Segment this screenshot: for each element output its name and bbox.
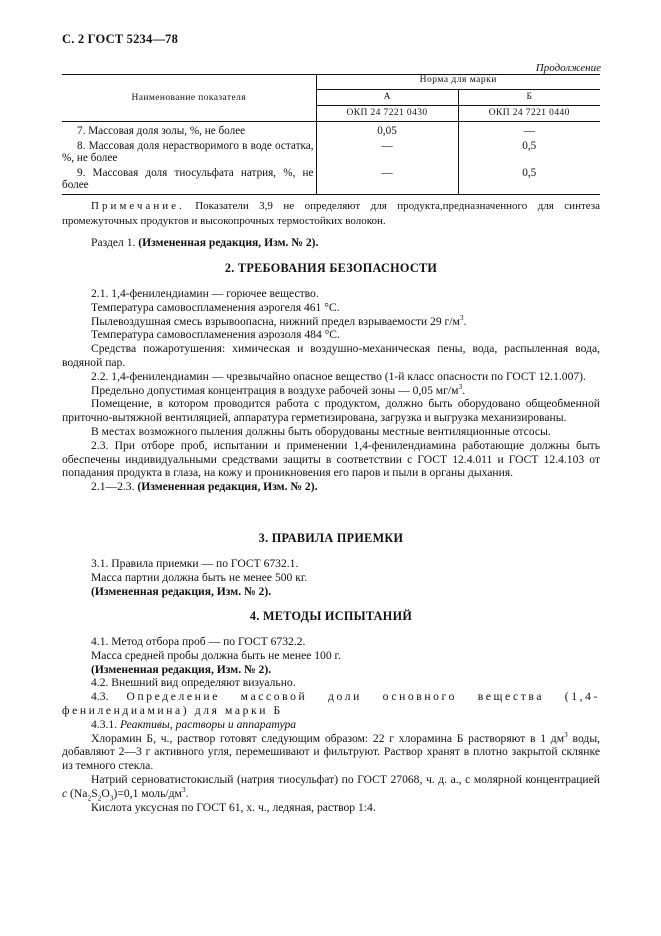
section1-text: Раздел 1. bbox=[91, 236, 136, 249]
table-row bbox=[62, 140, 600, 167]
paragraph: Масса средней пробы должна быть не менее 100 г. bbox=[91, 648, 341, 662]
row-value-a: — bbox=[316, 140, 458, 167]
paragraph: Предельно допустимая концентрация в воздухе рабочей зоны — 0,05 $мг/м^3$. bbox=[91, 381, 466, 397]
note-label: Примечание. bbox=[91, 200, 185, 212]
table-row bbox=[62, 167, 600, 195]
col-header-mark-b: Б bbox=[458, 90, 600, 106]
paragraph: 2.1—2.3. (Измененная редакция, Изм. № 2). bbox=[91, 480, 318, 494]
paragraph: Масса партии должна быть не менее 500 кг. bbox=[91, 570, 308, 584]
section4-title: 4. МЕТОДЫ ИСПЫТАНИЙ bbox=[249, 609, 413, 623]
paragraph: (Измененная редакция, Изм. № 2). bbox=[91, 584, 272, 598]
section2-title: 2. ТРЕБОВАНИЯ БЕЗОПАСНОСТИ bbox=[224, 261, 438, 275]
paragraph: Помещение, в котором проводится работа с продуктом, должно быть оборудовано общеобменной приточно-вытяжной вентиляцией, аппаратура герметизирована, загрузка и выгрузка механизированы. bbox=[62, 397, 600, 425]
paragraph: 3.1. Правила приемки — по ГОСТ 6732.1. bbox=[91, 557, 299, 570]
table-note bbox=[62, 199, 600, 228]
paragraph: Температура самовоспламенения аэрозоля 484 °С. bbox=[91, 328, 340, 342]
section3-title: 3. ПРАВИЛА ПРИЕМКИ bbox=[258, 531, 404, 545]
col-header-mark-a: А bbox=[316, 90, 458, 106]
row-value-b: 0,5 bbox=[522, 167, 537, 179]
col-header-name: Наименование показателя bbox=[62, 75, 316, 122]
note-text: Показатели 3,9 не определяют для продукта,предназначенного для синтеза промежуточных продуктов и высокопрочных термостойких волокон. bbox=[62, 200, 601, 227]
paragraph: 4.2. Внешний вид определяют визуально. bbox=[91, 676, 296, 690]
paragraph: 4.1. Метод отбора проб — по ГОСТ 6732.2. bbox=[91, 635, 306, 648]
col-header-okp-b: ОКП 24 7221 0440 bbox=[458, 106, 600, 122]
row-value-a: 0,05 bbox=[316, 122, 458, 141]
row-value-b: — bbox=[523, 125, 535, 137]
paragraph: Пылевоздушная смесь взрывоопасна, нижний предел взрываемости 29 $г/м^3$. bbox=[91, 312, 467, 328]
row-name: 8. Массовая доля нерастворимого в воде остатка, %, не более bbox=[62, 140, 316, 167]
row-name: 9. Массовая доля тиосульфата натрия, %, не более bbox=[62, 167, 316, 195]
row-value-a: — bbox=[316, 167, 458, 195]
paragraph: Натрий серноватистокислый (натрия тиосульфат) по ГОСТ 27068, ч. д. а., с молярной концентрацией c $(Na_2S_2O_3)=0,1$ моль/$дм^3$. bbox=[62, 772, 600, 803]
table-row bbox=[62, 122, 600, 141]
paragraph: Средства пожаротушения: химическая и воздушно-механическая пены, вода, распыленная вода, водяной пар. bbox=[62, 342, 600, 369]
paragraph: 2.3. При отборе проб, испытании и применении 1,4-фенилендиамина работающие должны быть обеспечены индивидуальными средствами защиты в соответствии с ГОСТ 12.4.011 и ГОСТ 12.4.103 от попадания продукта в глаза, на кожу и проникновения его паров и пыли в органы дыхания. bbox=[62, 438, 600, 480]
paragraph: 4.3.1. Реактивы, растворы и аппаратура bbox=[91, 717, 297, 731]
row-name: 7. Массовая доля золы, %, не более bbox=[62, 122, 316, 141]
col-header-okp-a: ОКП 24 7221 0430 bbox=[316, 106, 458, 122]
continuation-label: Продолжение bbox=[535, 62, 601, 74]
paragraph: 2.1. 1,4-фенилендиамин — горючее вещество. bbox=[91, 287, 319, 300]
section1-amendment-bold: (Измененная редакция, Изм. № 2). bbox=[138, 236, 319, 249]
section3-body bbox=[62, 557, 600, 598]
paragraph: 2.2. 1,4-фенилендиамин — чрезвычайно опасное вещество (1-й класс опасности по ГОСТ 12.1.007). bbox=[91, 369, 586, 383]
section1-amendment bbox=[62, 236, 600, 250]
paragraph: Кислота уксусная по ГОСТ 61, х. ч., ледяная, раствор 1:4. bbox=[91, 800, 376, 814]
paragraph: Температура самовоспламенения аэрогеля 461 °С. bbox=[91, 300, 340, 314]
section2-body bbox=[62, 287, 600, 494]
paragraph: Хлорамин Б, ч., раствор готовят следующим образом: 22 г хлорамина Б растворяют в 1 $дм^3$ воды, добавляют 2—3 г активного угля, перемешивают и фильтруют. Раствор хранят в плотно закрытой склянке из темного стекла. bbox=[62, 729, 601, 773]
col-header-norm: Норма для марки bbox=[316, 75, 600, 90]
paragraph: В местах возможного пыления должны быть оборудованы местные вентиляционные отсосы. bbox=[91, 424, 551, 438]
page-header: С. 2 ГОСТ 5234—78 bbox=[62, 32, 179, 46]
norms-table bbox=[62, 74, 600, 195]
paragraph: 4.3. Определение массовой доли основного вещества (1,4-фенилендиамина) для марки Б bbox=[62, 690, 600, 717]
row-value-b: 0,5 bbox=[522, 140, 537, 152]
paragraph: (Измененная редакция, Изм. № 2). bbox=[91, 662, 272, 676]
section4-body bbox=[62, 635, 600, 814]
